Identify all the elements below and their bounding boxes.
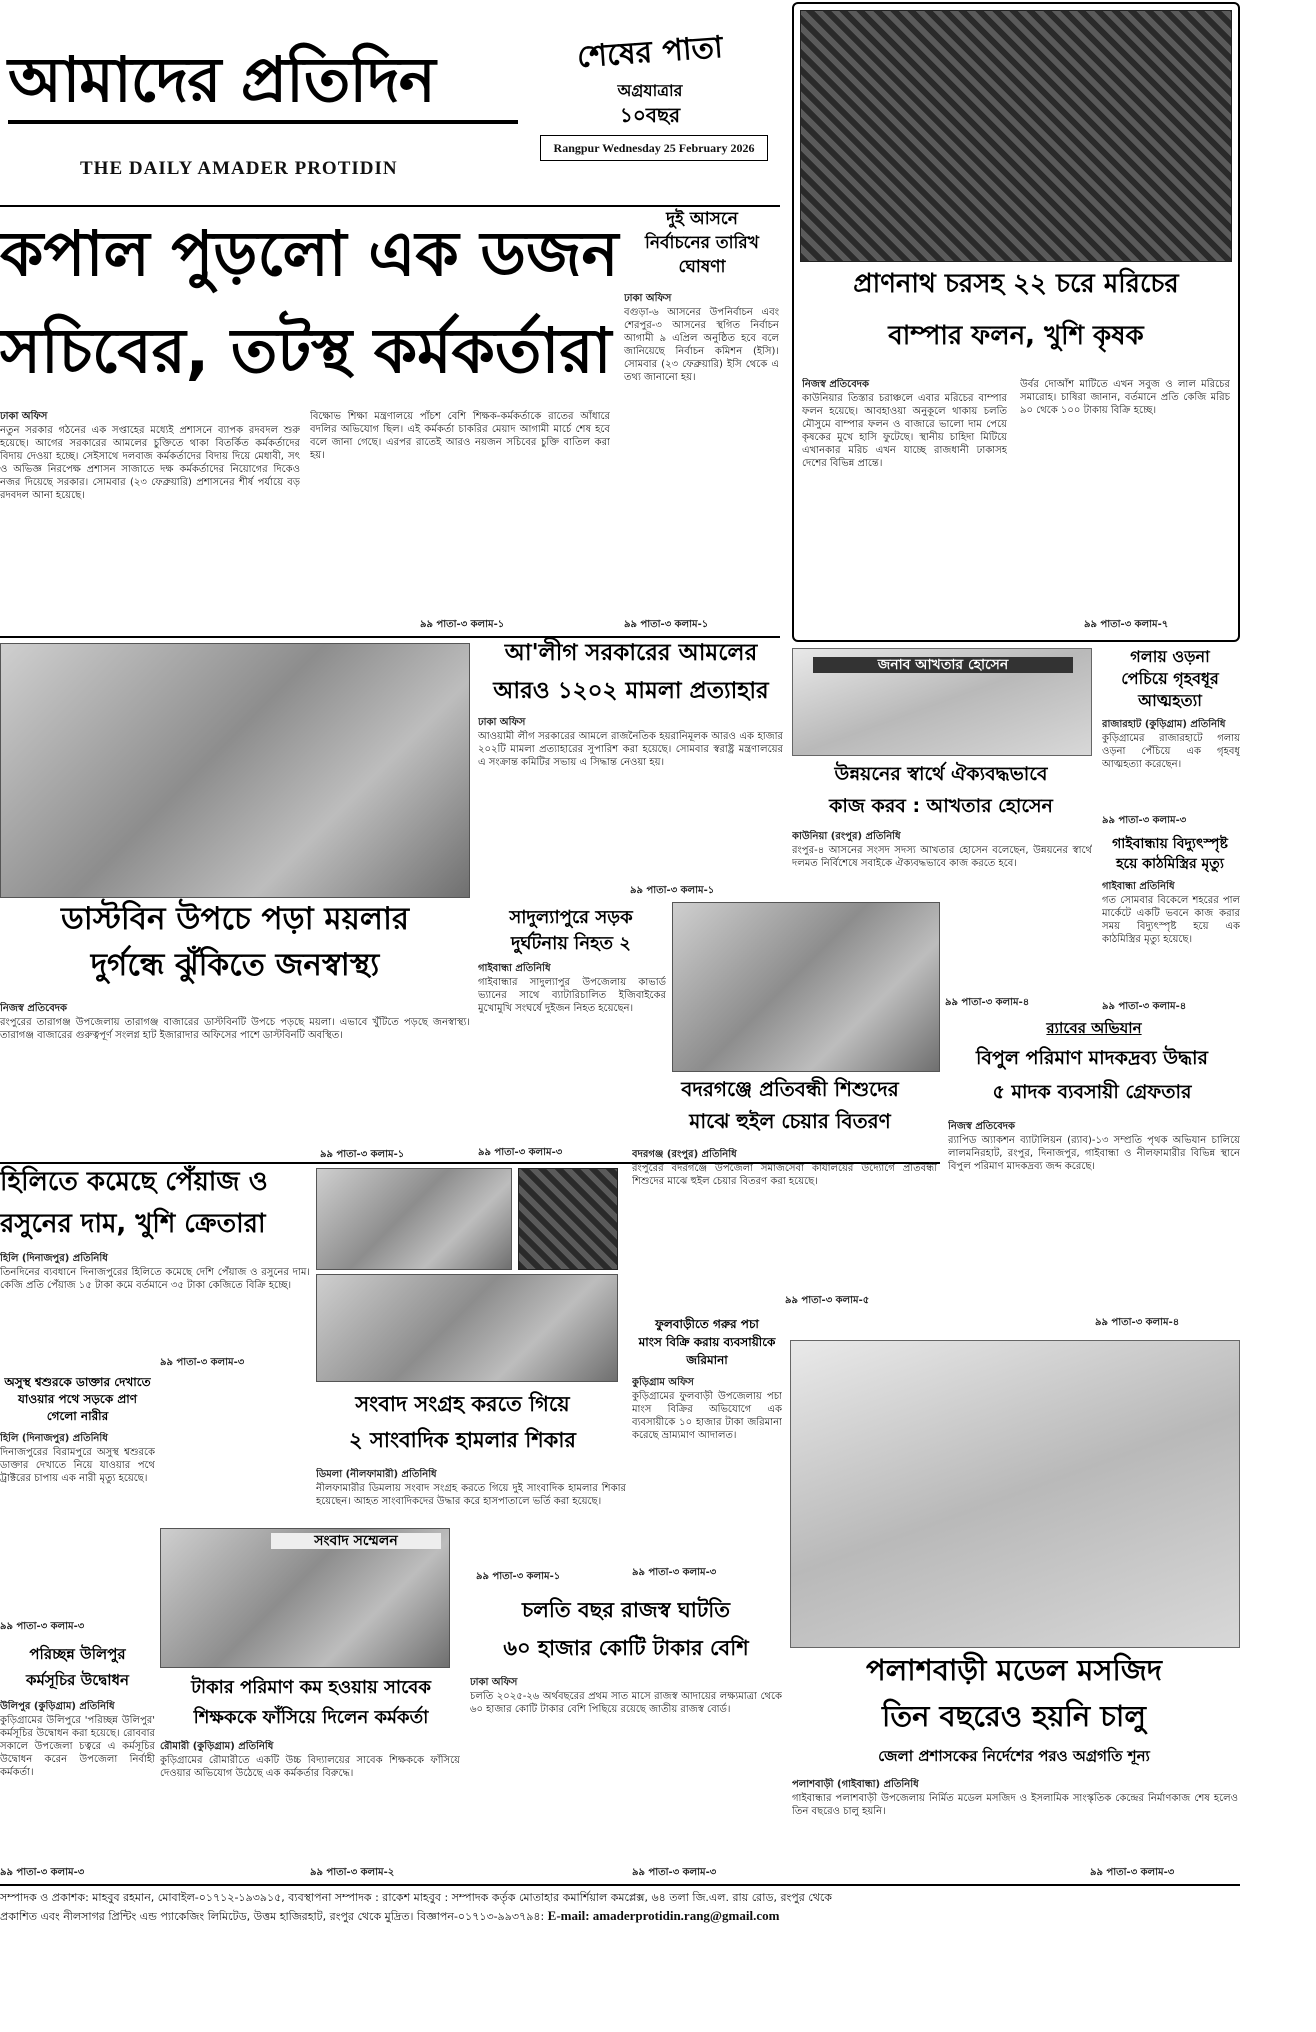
onion-headline1: হিলিতে কমেছে পেঁয়াজ ও <box>0 1167 268 1197</box>
sick-body: দিনাজপুরের বিরামপুরে অসুস্থ শ্বশুরকে ডাক্তার দেখাতে নিয়ে যাওয়ার পথে ট্রাক্টরের চাপায় এক নারী মৃত্যু হয়েছে। <box>0 1447 155 1484</box>
clean-headline2: কর্মসূচির উদ্বোধন <box>26 1671 129 1689</box>
onion-body: তিনদিনের ব্যবধানে দিনাজপুরের হিলিতে কমেছে দেশি পেঁয়াজ ও রসুনের দাম। কেজি প্রতি পেঁয়াজ ১৫ টাকা কমে বর্তমানে ৩৫ টাকা কেজিতে বিক্রি হচ্ছে। <box>0 1267 310 1291</box>
clean-continue: ৯৯ পাতা-৩ কলাম-৩ <box>0 1867 85 1878</box>
lead-body-col2: বিক্ষোভ শিক্ষা মন্ত্রণালয়ে পাঁচশ বেশি শিক্ষক-কর্মকর্তাকে রাতের আঁধারে বদলির অভিযোগ ছিল। এই কর্মকর্তা চাকরির মেয়াদ আগামী মার্চে শেষ হবে বলে জানা গেছে। এরপর রাতেই আরও নয়জন সচিবের চুক্তি বাতিল করা হয়। <box>310 411 610 461</box>
section-flag <box>540 29 770 132</box>
akhtar-headline2: কাজ করব : আখতার হোসেন <box>829 795 1053 817</box>
lead-body-col1: নতুন সরকার গঠনের এক সপ্তাহের মধ্যেই প্রশাসনে ব্যাপক রদবদল শুরু হয়েছে। আগের সরকারের আমলের চুক্তিতে থাকা বিতর্কিত কর্মকর্তাদের বিদায় দেওয়া হচ্ছে। সেইসাথে দলবাজ কর্মকর্তাদের বিদায় দিয়ে মেধাবী, সৎ ও অভিজ্ঞ নিরপেক্ষ প্রশাসন সাজাতে দক্ষ কর্মকর্তাদের নিয়োগের দিকেও নজর দিয়েছে সরকার। সোমবার (২৩ ফেব্রুয়ারি) প্রশাসনের শীর্ষ পর্যায়ে বড় রদবদল আনা হয়েছে। <box>0 425 300 501</box>
dateline: Rangpur Wednesday 25 February 2026 <box>540 135 768 161</box>
wheelchair-body: রংপুরের বদরগঞ্জে উপজেলা সমাজসেবা কার্যালয়ের উদ্যোগে প্রতিবন্ধী শিশুদের মাঝে হুইল চেয়ার বিতরণ করা হয়েছে। <box>632 1163 937 1187</box>
election-continue: ৯৯ পাতা-৩ কলাম-১ <box>624 619 709 630</box>
clean-body: কুড়িগ্রামের উলিপুরে 'পরিচ্ছন্ন উলিপুর' কর্মসূচির উদ্বোধন করা হয়েছে। রোববার সকালে উপজেলা চত্বরে এ কর্মসূচির উদ্বোধন করেন উপজেলা নির্বাহী কর্মকর্তা। <box>0 1715 155 1778</box>
akhtar-body: রংপুর-৪ আসনের সংসদ সদস্য আখতার হোসেন বলেছেন, উন্নয়নের স্বার্থে দলমত নির্বিশেষে সবাইকে ঐক্যবদ্ধভাবে কাজ করতে হবে। <box>792 845 1092 869</box>
lead-continue: ৯৯ পাতা-৩ কলাম-১ <box>420 619 505 630</box>
mosque-photo <box>790 1340 1240 1648</box>
lead-headline-line1: কপাল পুড়লো এক ডজন <box>0 217 619 290</box>
teacher-banner-text: সংবাদ সম্মেলন <box>271 1533 441 1549</box>
chili-box <box>792 2 1240 642</box>
election-byline: ঢাকা অফিস <box>624 293 672 304</box>
sick-continue: ৯৯ পাতা-৩ কলাম-৩ <box>0 1621 85 1632</box>
sick-headline2: যাওয়ার পথে সড়কে প্রাণ <box>17 1392 138 1406</box>
electro-headline1: গাইবান্ধায় বিদ্যুৎস্পৃষ্ট <box>1112 836 1228 852</box>
suicide-body: কুড়িগ্রামের রাজারহাটে গলায় ওড়না পেঁচিয়ে এক গৃহবধূ আত্মহত্যা করেছেন। <box>1102 733 1240 770</box>
revenue-headline1: চলতি বছর রাজস্ব ঘাটতি <box>521 1598 731 1622</box>
mosque-byline: পলাশবাড়ী (গাইবান্ধা) প্রতিনিধি <box>792 1779 919 1790</box>
accident-byline: গাইবান্ধা প্রতিনিধি <box>478 963 551 974</box>
fish-byline: কুড়িগ্রাম অফিস <box>632 1377 694 1388</box>
fish-continue: ৯৯ পাতা-৩ কলাম-৩ <box>632 1567 717 1578</box>
mosque-headline2: তিন বছরেও হয়নি চালু <box>882 1699 1146 1733</box>
teacher-headline1: টাকার পরিমাণ কম হওয়ায় সাবেক <box>191 1677 431 1698</box>
mosque-headline1: পলাশবাড়ী মডেল মসজিদ <box>865 1653 1163 1687</box>
dustbin-headline1: ডাস্টবিন উপচে পড়া ময়লার <box>60 901 410 937</box>
cases-headline2: আরও ১২০২ মামলা প্রত্যাহার <box>493 678 769 704</box>
dustbin-photo <box>0 643 470 898</box>
dustbin-body: রংপুরের তারাগঞ্জ উপজেলায় তারাগঞ্জ বাজারের ডাস্টবিনটি উপচে পড়ছে ময়লা। এভাবে খুঁটিতে পড়ছে জনস্বাস্থ্য। তারাগঞ্জ বাজারের গুরুত্বপূর্ণ সংলগ্ন হাট ইজারাদার অফিসের পাশে ডাস্টবিনটি অবস্থিত। <box>0 1017 470 1041</box>
election-body: বগুড়া-৬ আসনের উপনির্বাচন এবং শেরপুর-৩ আসনের স্থগিত নির্বাচন আগামী ৯ এপ্রিল অনুষ্ঠিত হবে বলে জানিয়েছে নির্বাচন কমিশন (ইসি)। সোমবার (২৩ ফেব্রুয়ারি) ইসি থেকে এ তথ্য জানানো হয়। <box>624 307 779 383</box>
dustbin-headline2: দুর্গন্ধে ঝুঁকিতে জনস্বাস্থ্য <box>90 947 380 983</box>
electro-body: গত সোমবার বিকেলে শহরের পাল মার্কেটে একটি ভবনে কাজ করার সময় বিদ্যুৎস্পৃষ্ট হয়ে এক কাঠমিস্ত্রির মৃত্যু হয়েছে। <box>1102 895 1240 945</box>
revenue-byline: ঢাকা অফিস <box>470 1677 518 1688</box>
fish-body: কুড়িগ্রামের ফুলবাড়ী উপজেলায় পচা মাংস বিক্রির অভিযোগে এক ব্যবসায়ীকে ১০ হাজার টাকা জরিমানা করেছে ভ্রাম্যমাণ আদালত। <box>632 1391 782 1441</box>
teacher-headline2: শিক্ষককে ফাঁসিয়ে দিলেন কর্মকর্তা <box>193 1707 429 1728</box>
revenue-headline2: ৬০ হাজার কোটি টাকার বেশি <box>503 1636 749 1660</box>
anniversary-line1: অগ্রযাত্রার <box>617 81 683 100</box>
accident-continue: ৯৯ পাতা-৩ কলাম-৩ <box>478 1147 563 1158</box>
suicide-headline2: পেচিয়ে গৃহবধূর <box>1121 669 1219 688</box>
suicide-headline1: গলায় ওড়না <box>1130 647 1210 666</box>
chili-headline2: বাম্পার ফলন, খুশি কৃষক <box>888 321 1144 351</box>
cases-byline: ঢাকা অফিস <box>478 717 526 728</box>
journalists-headline1: সংবাদ সংগ্রহ করতে গিয়ে <box>355 1392 570 1416</box>
masthead-title: আমাদের প্রতিদিন <box>8 40 518 124</box>
fish-headline2: মাংস বিক্রি করায় ব্যবসায়ীকে <box>638 1335 776 1349</box>
accident-headline1: সাদুল্যাপুরে সড়ক <box>509 907 633 928</box>
sick-headline3: গেলো নারীর <box>46 1409 109 1423</box>
chili-field-photo <box>800 10 1232 262</box>
teacher-press-photo <box>160 1528 450 1668</box>
wheelchair-continue: ৯৯ পাতা-৩ কলাম-৫ <box>785 1295 870 1306</box>
journalists-photo-3 <box>316 1274 618 1382</box>
accident-body: গাইবান্ধার সাদুল্যাপুর উপজেলায় কাভার্ড ভ্যানের সাথে ব্যাটারিচালিত ইজিবাইকের মুখোমুখি সংঘর্ষে দুইজন নিহত হয়েছেন। <box>478 977 666 1014</box>
suicide-byline: রাজারহাট (কুড়িগ্রাম) প্রতিনিধি <box>1102 719 1226 730</box>
divider <box>0 636 780 638</box>
fish-headline3: জরিমানা <box>686 1353 728 1367</box>
accident-headline2: দুর্ঘটনায় নিহত ২ <box>510 933 632 954</box>
election-headline2: নির্বাচনের তারিখ <box>645 233 759 253</box>
journalists-photo-2 <box>518 1168 618 1270</box>
akhtar-banner-text: জনাব আখতার হোসেন <box>813 657 1073 673</box>
electro-continue: ৯৯ পাতা-৩ কলাম-৪ <box>1102 1001 1187 1012</box>
clean-headline1: পরিচ্ছন্ন উলিপুর <box>29 1645 126 1663</box>
wheelchair-photo <box>672 902 940 1072</box>
footer-imprint-line1: সম্পাদক ও প্রকাশক: মাহবুব রহমান, মোবাইল-০১৭১২-১৯৩৯১৫, ব্যবস্থাপনা সম্পাদক : রাকেশ মাহবুব : সম্পাদক কর্তৃক মোতাহার কমার্শিয়াল কমপ্লেক্স, ৬৪ তলা জি.এল. রায় রোড, রংপুর থেকে <box>0 1891 832 1904</box>
onion-byline: হিলি (দিনাজপুর) প্রতিনিধি <box>0 1253 108 1264</box>
teacher-continue: ৯৯ পাতা-৩ কলাম-২ <box>310 1867 395 1878</box>
chili-headline1: প্রাণনাথ চরসহ ২২ চরে মরিচের <box>853 269 1179 299</box>
election-headline3: ঘোষণা <box>678 257 726 277</box>
teacher-body: কুড়িগ্রামের রৌমারীতে একটি উচ্চ বিদ্যালয়ের সাবেক শিক্ষককে ফাঁসিয়ে দেওয়ার অভিযোগ উঠেছে এক কর্মকর্তার বিরুদ্ধে। <box>160 1755 460 1779</box>
onion-headline2: রসুনের দাম, খুশি ক্রেতারা <box>0 1209 266 1239</box>
raid-byline: নিজস্ব প্রতিবেদক <box>948 1121 1016 1132</box>
dustbin-continue: ৯৯ পাতা-৩ কলাম-১ <box>320 1149 405 1160</box>
raid-headline1: বিপুল পরিমাণ মাদকদ্রব্য উদ্ধার <box>976 1047 1208 1069</box>
fish-headline1: ফুলবাড়ীতে গরুর পচা <box>655 1317 759 1331</box>
journalists-body: নীলফামারীর ডিমলায় সংবাদ সংগ্রহ করতে গিয়ে দুই সাংবাদিক হামলার শিকার হয়েছেন। আহত সাংবাদিকদের উদ্ধার করে হাসপাতালে ভর্তি করা হয়েছে। <box>316 1483 626 1507</box>
lead-headline-line2: সচিবের, তটস্থ কর্মকর্তারা <box>0 314 612 387</box>
chili-body-col1: কাউনিয়ার তিস্তার চরাঞ্চলে এবার মরিচের বাম্পার ফলন হয়েছে। আবহাওয়া অনুকূলে থাকায় চলতি মৌসুমে বাম্পার ফলন ও বাজারে ভালো দাম পেয়ে কৃষকের মুখে হাসি ফুটেছে। স্থানীয় চাহিদা মিটিয়ে এখানকার মরিচ এখন যাচ্ছে রাজধানী ঢাকাসহ দেশের বিভিন্ন প্রান্তে। <box>802 393 1007 469</box>
suicide-continue: ৯৯ পাতা-৩ কলাম-৩ <box>1102 815 1187 826</box>
akhtar-headline1: উন্নয়নের স্বার্থে ঐক্যবদ্ধভাবে <box>834 763 1048 785</box>
electro-byline: গাইবান্ধা প্রতিনিধি <box>1102 881 1175 892</box>
footer-imprint-text: প্রকাশিত এবং নীলসাগর প্রিন্টিং এন্ড প্যাকেজিং লিমিটেড, উত্তম হাজিরহাট, রংপুর থেকে মুদ্রিত। বিজ্ঞাপন-০১৭১৩-৯৯৩৭৯৪: <box>0 1910 545 1923</box>
akhtar-meeting-photo <box>792 648 1092 756</box>
raid-kicker: র‌্যাবের অভিযান <box>1046 1019 1142 1037</box>
journalists-byline: ডিমলা (নীলফামারী) প্রতিনিধি <box>316 1469 437 1480</box>
mosque-subhead: জেলা প্রশাসকের নির্দেশের পরও অগ্রগতি শূন্য <box>878 1747 1150 1765</box>
cases-continue: ৯৯ পাতা-৩ কলাম-১ <box>630 885 715 896</box>
section-label: শেষের পাতা <box>576 29 724 76</box>
cases-body: আওয়ামী লীগ সরকারের আমলে রাজনৈতিক হয়রানিমূলক আরও এক হাজার ২০২টি মামলা প্রত্যাহারের সুপারিশ করা হয়েছে। সোমবার স্বরাষ্ট্র মন্ত্রণালয়ের এ সংক্রান্ত কমিটির সভায় এ সিদ্ধান্ত নেওয়া হয়। <box>478 731 783 768</box>
divider <box>0 205 780 207</box>
akhtar-continue: ৯৯ পাতা-৩ কলাম-৪ <box>945 997 1030 1008</box>
revenue-body: চলতি ২০২৫-২৬ অর্থবছরের প্রথম সাত মাসে রাজস্ব আদায়ের লক্ষ্যমাত্রা থেকে ৬০ হাজার কোটি টাকার বেশি পিছিয়ে রয়েছে জাতীয় রাজস্ব বোর্ড। <box>470 1691 782 1715</box>
raid-continue: ৯৯ পাতা-৩ কলাম-৪ <box>1095 1317 1180 1328</box>
wheelchair-headline2: মাঝে হুইল চেয়ার বিতরণ <box>689 1109 891 1133</box>
dustbin-byline: নিজস্ব প্রতিবেদক <box>0 1003 68 1014</box>
chili-byline: নিজস্ব প্রতিবেদক <box>802 379 870 390</box>
journalists-continue: ৯৯ পাতা-৩ কলাম-১ <box>476 1571 561 1582</box>
raid-headline2: ৫ মাদক ব্যবসায়ী গ্রেফতার <box>992 1081 1192 1103</box>
chili-continue: ৯৯ পাতা-৩ কলাম-৭ <box>1084 619 1169 630</box>
cases-headline1: আ'লীগ সরকারের আমলের <box>504 640 758 666</box>
journalists-photo-1 <box>316 1168 512 1270</box>
akhtar-byline: কাউনিয়া (রংপুর) প্রতিনিধি <box>792 831 901 842</box>
sick-headline1: অসুস্থ শ্বশুরকে ডাক্তার দেখাতে <box>4 1375 151 1389</box>
electro-headline2: হয়ে কাঠমিস্ত্রির মৃত্যু <box>1116 856 1224 872</box>
clean-byline: উলিপুর (কুড়িগ্রাম) প্রতিনিধি <box>0 1701 115 1712</box>
mosque-body: গাইবান্ধার পলাশবাড়ী উপজেলায় নির্মিত মডেল মসজিদ ও ইসলামিক সাংস্কৃতিক কেন্দ্রের নির্মাণকাজ শেষ হলেও তিন বছরেও চালু হয়নি। <box>792 1793 1238 1817</box>
onion-body-col2 <box>160 1376 310 1476</box>
footer-rule <box>0 1884 1240 1886</box>
wheelchair-headline1: বদরগঞ্জে প্রতিবন্ধী শিশুদের <box>681 1077 899 1101</box>
chili-body-col2: উর্বর দোআঁশ মাটিতে এখন সবুজ ও লাল মরিচের সমারোহ। চাষিরা জানান, বর্তমানে প্রতি কেজি মরিচ ৯০ থেকে ১০০ টাকায় বিক্রি হচ্ছে। <box>1020 379 1230 416</box>
suicide-headline3: আত্মহত্যা <box>1138 691 1202 710</box>
revenue-continue: ৯৯ পাতা-৩ কলাম-৩ <box>632 1867 717 1878</box>
footer-imprint-line2 <box>0 1908 1240 1924</box>
raid-body: র‌্যাপিড অ্যাকশন ব্যাটালিয়ন (র‌্যাব)-১৩ সম্প্রতি পৃথক অভিযান চালিয়ে লালমনিরহাট, রংপুর, দিনাজপুর, গাইবান্ধা ও নীলফামারীর বিভিন্ন স্থানে বিপুল পরিমাণ মাদকদ্রব্য জব্দ করেছে। <box>948 1135 1240 1172</box>
teacher-byline: রৌমারী (কুড়িগ্রাম) প্রতিনিধি <box>160 1741 274 1752</box>
journalists-headline2: ২ সাংবাদিক হামলার শিকার <box>349 1428 576 1452</box>
masthead-english-title: THE DAILY AMADER PROTIDIN <box>80 158 398 179</box>
masthead <box>8 40 528 190</box>
lead-byline: ঢাকা অফিস <box>0 411 48 422</box>
anniversary-line2: ১০বছর <box>619 103 681 127</box>
election-headline1: দুই আসনে <box>666 209 738 229</box>
sick-byline: হিলি (দিনাজপুর) প্রতিনিধি <box>0 1433 108 1444</box>
footer-email[interactable]: E-mail: amaderprotidin.rang@gmail.com <box>547 1908 780 1923</box>
mosque-continue: ৯৯ পাতা-৩ কলাম-৩ <box>1090 1867 1175 1878</box>
onion-continue: ৯৯ পাতা-৩ কলাম-৩ <box>160 1357 245 1368</box>
wheelchair-byline: বদরগঞ্জ (রংপুর) প্রতিনিধি <box>632 1149 737 1160</box>
